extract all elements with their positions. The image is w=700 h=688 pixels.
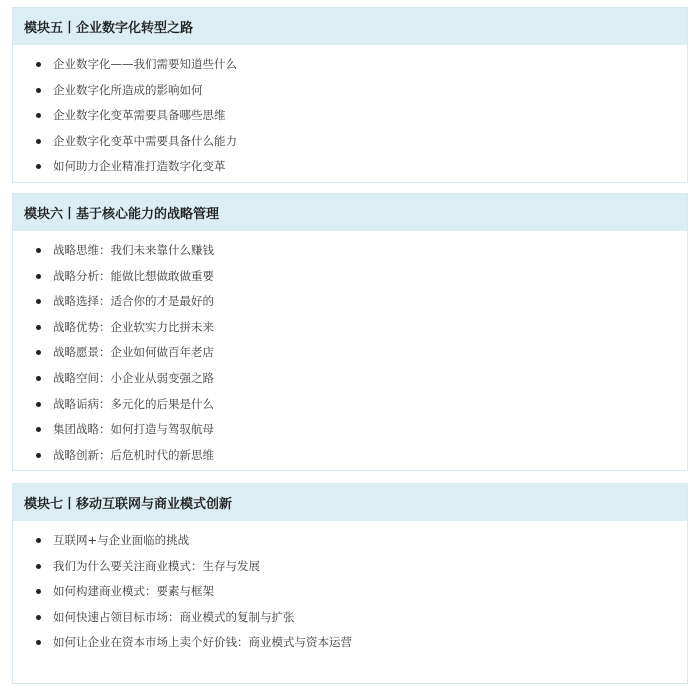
bullet-icon [36, 274, 41, 279]
list-item-text: 企业数字化——我们需要知道些什么 [53, 57, 237, 71]
list-item [13, 264, 383, 290]
list-item-text: 企业数字化所造成的影响如何 [53, 82, 203, 97]
module-section [12, 193, 688, 471]
list-item-text: 企业数字化变革中需要具备什么能力 [53, 133, 237, 148]
bullet-icon [36, 164, 41, 169]
list-item [13, 528, 383, 554]
bullet-icon [36, 640, 41, 645]
module-title: 模块六丨基于核心能力的战略管理 [13, 194, 687, 231]
bullet-icon [36, 299, 41, 304]
list-item-text: 战略选择：适合你的才是最好的 [53, 294, 214, 309]
bullet-icon [36, 564, 41, 569]
list-item [13, 103, 383, 129]
list-item-text: 我们为什么要关注商业模式：生存与发展 [53, 558, 260, 573]
list-item-text: 战略创新：后危机时代的新思维 [53, 447, 214, 462]
list-item-text: 战略分析：能做比想做敢做重要 [53, 268, 214, 283]
list-item [13, 392, 383, 418]
list-item [13, 289, 383, 315]
list-item-text: 如何构建商业模式：要素与框架 [53, 584, 214, 599]
bullet-icon [36, 427, 41, 432]
list-item [13, 129, 383, 155]
module-title: 模块五丨企业数字化转型之路 [13, 8, 687, 45]
list-item-text: 战略思维：我们未来靠什么赚钱 [53, 243, 214, 257]
module-item-list [13, 231, 687, 468]
bullet-icon [36, 453, 41, 458]
bullet-icon [36, 248, 41, 253]
bullet-icon [36, 325, 41, 330]
list-item-text: 企业数字化变革需要具备哪些思维 [53, 108, 226, 123]
list-item [13, 78, 383, 104]
list-item [13, 630, 383, 656]
bullet-icon [36, 376, 41, 381]
list-item [13, 238, 383, 264]
list-item [13, 52, 383, 78]
list-item [13, 366, 383, 392]
bullet-icon [36, 615, 41, 620]
bullet-icon [36, 113, 41, 118]
list-item [13, 605, 383, 631]
module-title: 模块七丨移动互联网与商业模式创新 [13, 484, 687, 521]
list-item-text: 如何让企业在资本市场上卖个好价钱：商业模式与资本运营 [53, 635, 352, 650]
list-item [13, 579, 383, 605]
module-item-list [13, 45, 687, 180]
bullet-icon [36, 139, 41, 144]
list-item-text: 战略优势：企业软实力比拼未来 [53, 319, 214, 334]
bullet-icon [36, 350, 41, 355]
list-item [13, 315, 383, 341]
list-item [13, 154, 383, 180]
bullet-icon [36, 62, 41, 67]
list-item-text: 战略诟病：多元化的后果是什么 [53, 396, 214, 411]
list-item [13, 554, 383, 580]
module-section [12, 483, 688, 684]
list-item [13, 443, 383, 469]
list-item-text: 集团战略：如何打造与驾驭航母 [53, 422, 214, 437]
bullet-icon [36, 538, 41, 543]
list-item-text: 战略空间：小企业从弱变强之路 [53, 370, 214, 385]
module-section [12, 7, 688, 183]
list-item-text: 互联网+与企业面临的挑战 [53, 533, 190, 547]
list-item-text: 战略愿景：企业如何做百年老店 [53, 345, 214, 360]
list-item-text: 如何助力企业精准打造数字化变革 [53, 159, 226, 174]
bullet-icon [36, 88, 41, 93]
bullet-icon [36, 589, 41, 594]
bullet-icon [36, 402, 41, 407]
list-item-text: 如何快速占领目标市场：商业模式的复制与扩张 [53, 609, 295, 624]
list-item [13, 340, 383, 366]
list-item [13, 417, 383, 443]
module-item-list [13, 521, 687, 656]
